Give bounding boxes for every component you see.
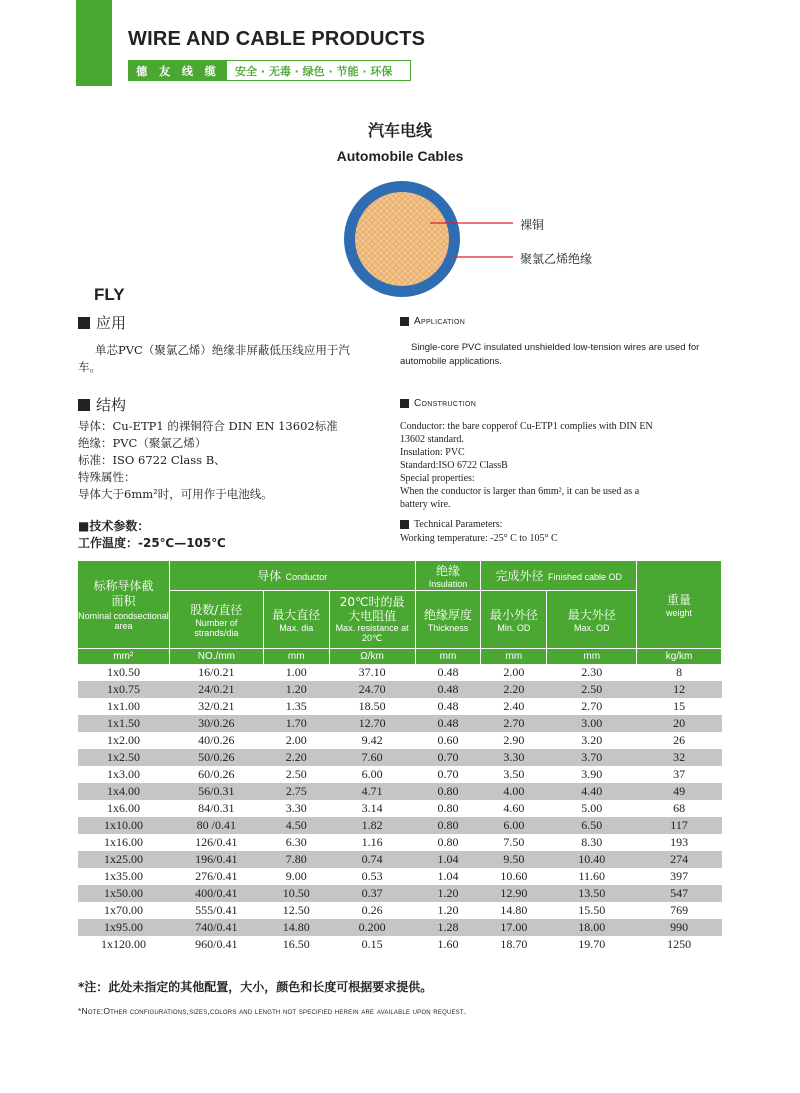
table-cell: 3.00 [547,715,637,732]
table-cell: 6.00 [481,817,547,834]
label-conductor: 裸铜 [520,218,545,232]
table-cell: 400/0.41 [169,885,263,902]
table-cell: 1x95.00 [78,919,170,936]
table-cell: 1.20 [263,681,329,698]
table-cell: 4.50 [263,817,329,834]
square-bullet-icon [78,399,90,411]
table-cell: 4.40 [547,783,637,800]
table-cell: 1x2.50 [78,749,170,766]
table-cell: 10.60 [481,868,547,885]
table-cell: 2.20 [481,681,547,698]
table-cell: 8.30 [547,834,637,851]
table-cell: 0.200 [329,919,415,936]
table-cell: 2.50 [547,681,637,698]
table-row [78,715,722,732]
table-row [78,766,722,783]
table-row [78,664,722,681]
table-cell: 1x0.75 [78,681,170,698]
table-cell: 56/0.31 [169,783,263,800]
conductor-core [355,192,449,286]
application-heading-en: Application [400,316,465,327]
construction-text-en: Conductor: the bare copperof Cu-ETP1 complies with DIN EN 13602 standard. Insulation: PVC Standard:ISO 6722 ClassB Special properties: When the conductor is larger than 6mm², it can be used as a battery wire. [400,421,653,510]
parameters-temp-cn: 工作温度：-25℃—105℃ [78,536,226,550]
table-cell: 0.37 [329,885,415,902]
table-cell: 19.70 [547,936,637,953]
construction-heading-en: Construction [400,398,476,409]
table-row [78,749,722,766]
table-row [78,885,722,902]
table-cell: 1.16 [329,834,415,851]
parameters-temp-en: Working temperature: -25° C to 105° C [400,533,558,544]
table-cell: 12.90 [481,885,547,902]
table-cell: 12 [637,681,722,698]
table-cell: 1x1.00 [78,698,170,715]
table-cell: 1x10.00 [78,817,170,834]
table-cell: 18.70 [481,936,547,953]
table-cell: 547 [637,885,722,902]
table-cell: 2.30 [547,664,637,681]
table-cell: 2.70 [481,715,547,732]
table-cell: 0.48 [415,698,481,715]
table-cell: 40/0.26 [169,732,263,749]
table-cell: 2.70 [547,698,637,715]
table-cell: 2.40 [481,698,547,715]
label-insulation: 聚氯乙烯绝缘 [520,252,593,266]
table-row [78,851,722,868]
table-row [78,936,722,953]
table-cell: 50/0.26 [169,749,263,766]
header-weight: 重量 weight [637,561,722,649]
square-bullet-icon [78,317,90,329]
table-cell: 0.60 [415,732,481,749]
table-cell: 15 [637,698,722,715]
table-cell: 1x6.00 [78,800,170,817]
table-cell: 37.10 [329,664,415,681]
table-cell: 10.50 [263,885,329,902]
table-cell: 0.26 [329,902,415,919]
table-cell: 769 [637,902,722,919]
header-max-od: 最大外径 Max. OD [547,591,637,649]
header-max-dia: 最大直径 Max. dia [263,591,329,649]
table-cell: 0.15 [329,936,415,953]
table-cell: 0.48 [415,681,481,698]
table-cell: 16/0.21 [169,664,263,681]
table-cell: 1.60 [415,936,481,953]
table-cell: 6.00 [329,766,415,783]
brand-slogan: 安全 · 无毒 · 绿色 · 节能 · 环保 [235,64,393,78]
table-cell: 10.40 [547,851,637,868]
table-cell: 12.50 [263,902,329,919]
header-max-resistance: 20℃时的最大电阻值 Max. resistance at 20℃ [329,591,415,649]
header-strands: 股数/直径 Number of strands/dia [169,591,263,649]
table-cell: 7.60 [329,749,415,766]
header-insulation: 绝缘 Insulation [415,561,481,591]
table-cell: 26 [637,732,722,749]
table-cell: 126/0.41 [169,834,263,851]
application-text-cn: 单芯PVC（聚氯乙烯）绝缘非屏蔽低压线应用于汽车。 [78,343,350,374]
table-cell: 32/0.21 [169,698,263,715]
table-cell: 1x50.00 [78,885,170,902]
table-cell: 1x120.00 [78,936,170,953]
header-title: WIRE AND CABLE PRODUCTS [128,28,426,50]
table-cell: 24/0.21 [169,681,263,698]
table-cell: 1x1.50 [78,715,170,732]
header-conductor: 导体 Conductor [169,561,415,591]
table-cell: 4.00 [481,783,547,800]
table-cell: 14.80 [481,902,547,919]
application-heading-cn: 应用 [78,312,126,333]
table-cell: 0.53 [329,868,415,885]
table-cell: 0.70 [415,766,481,783]
table-cell: 1x25.00 [78,851,170,868]
table-cell: 17.00 [481,919,547,936]
table-cell: 1.35 [263,698,329,715]
table-row [78,834,722,851]
table-cell: 18.00 [547,919,637,936]
brand-name: 德 友 线 缆 [129,61,227,80]
table-cell: 9.50 [481,851,547,868]
cable-cross-section-diagram [330,178,620,303]
table-cell: 1x16.00 [78,834,170,851]
table-cell: 1.00 [263,664,329,681]
table-cell: 193 [637,834,722,851]
square-bullet-icon [400,317,409,326]
header-section-area: 标称导体截面积 Nominal condsectional area [78,561,170,649]
table-cell: 30/0.26 [169,715,263,732]
table-cell: 7.80 [263,851,329,868]
header-finished-od: 完成外径 Finished cable OD [481,561,637,591]
table-cell: 0.80 [415,834,481,851]
table-cell: 1.20 [415,902,481,919]
construction-text-cn: 导体：Cu-ETP1 的裸铜符合 DIN EN 13602标准 绝缘：PVC（聚氯乙烯） 标准：ISO 6722 Class B、 特殊属性： 导体大于6mm²时，可用作于电池线。 [78,419,338,501]
table-cell: 9.42 [329,732,415,749]
table-cell: 16.50 [263,936,329,953]
parameters-heading-en: Technical Parameters: [400,518,502,531]
table-row [78,868,722,885]
table-row [78,800,722,817]
table-cell: 6.50 [547,817,637,834]
table-row [78,732,722,749]
spec-table [77,560,722,953]
header-thickness: 绝缘厚度 Thickness [415,591,481,649]
table-cell: 3.20 [547,732,637,749]
table-cell: 37 [637,766,722,783]
table-cell: 0.70 [415,749,481,766]
table-cell: 2.90 [481,732,547,749]
table-row [78,817,722,834]
table-cell: 1.20 [415,885,481,902]
table-cell: 24.70 [329,681,415,698]
table-cell: 11.60 [547,868,637,885]
table-cell: 0.80 [415,800,481,817]
table-cell: 84/0.31 [169,800,263,817]
table-cell: 1x70.00 [78,902,170,919]
table-cell: 117 [637,817,722,834]
table-cell: 960/0.41 [169,936,263,953]
table-cell: 4.60 [481,800,547,817]
table-cell: 3.14 [329,800,415,817]
table-cell: 0.74 [329,851,415,868]
table-cell: 2.75 [263,783,329,800]
table-cell: 20 [637,715,722,732]
table-cell: 2.20 [263,749,329,766]
table-cell: 276/0.41 [169,868,263,885]
table-cell: 3.30 [263,800,329,817]
model-name: FLY [94,285,125,304]
table-cell: 49 [637,783,722,800]
header-accent-bar [76,0,112,86]
table-cell: 2.00 [481,664,547,681]
table-cell: 1.82 [329,817,415,834]
table-cell: 2.00 [263,732,329,749]
table-cell: 80 /0.41 [169,817,263,834]
table-cell: 60/0.26 [169,766,263,783]
product-title-cn: 汽车电线 [367,121,432,140]
note-en: *Note:Other configurations,sizes,colors and length not specified herein are available upon request. [78,1006,467,1016]
table-cell: 14.80 [263,919,329,936]
product-title-en: Automobile Cables [336,148,464,164]
table-cell: 12.70 [329,715,415,732]
table-cell: 18.50 [329,698,415,715]
table-cell: 6.30 [263,834,329,851]
table-cell: 1.04 [415,868,481,885]
table-cell: 196/0.41 [169,851,263,868]
table-cell: 0.80 [415,817,481,834]
table-cell: 3.90 [547,766,637,783]
table-cell: 3.70 [547,749,637,766]
header-brand-strip [128,60,411,81]
table-cell: 13.50 [547,885,637,902]
table-cell: 32 [637,749,722,766]
table-cell: 0.80 [415,783,481,800]
header-min-od: 最小外径 Min. OD [481,591,547,649]
table-cell: 0.48 [415,664,481,681]
table-cell: 1x4.00 [78,783,170,800]
square-bullet-icon [400,399,409,408]
table-cell: 7.50 [481,834,547,851]
table-cell: 3.50 [481,766,547,783]
table-row [78,919,722,936]
square-bullet-icon [400,520,409,529]
table-cell: 1x3.00 [78,766,170,783]
table-cell: 397 [637,868,722,885]
table-cell: 5.00 [547,800,637,817]
table-cell: 68 [637,800,722,817]
table-cell: 15.50 [547,902,637,919]
table-row [78,681,722,698]
table-cell: 1250 [637,936,722,953]
table-cell: 1.70 [263,715,329,732]
table-cell: 274 [637,851,722,868]
table-cell: 3.30 [481,749,547,766]
table-row [78,698,722,715]
table-cell: 1x35.00 [78,868,170,885]
table-cell: 2.50 [263,766,329,783]
table-cell: 0.48 [415,715,481,732]
application-text-en: Single-core PVC insulated unshielded low-tension wires are used for automobile applications. [400,342,700,367]
table-cell: 555/0.41 [169,902,263,919]
table-cell: 9.00 [263,868,329,885]
table-cell: 740/0.41 [169,919,263,936]
units-row: mm² NO./mm mm Ω/km mm mm mm kg/km [78,649,722,665]
table-cell: 1x2.00 [78,732,170,749]
table-cell: 1.04 [415,851,481,868]
table-cell: 990 [637,919,722,936]
table-row [78,902,722,919]
table-row [78,783,722,800]
table-cell: 8 [637,664,722,681]
table-cell: 1x0.50 [78,664,170,681]
parameters-heading-cn: ■技术参数： [78,519,150,533]
construction-heading-cn: 结构 [78,394,126,415]
table-cell: 4.71 [329,783,415,800]
note-cn: *注：此处未指定的其他配置，大小，颜色和长度可根据要求提供。 [78,980,433,994]
table-cell: 1.28 [415,919,481,936]
